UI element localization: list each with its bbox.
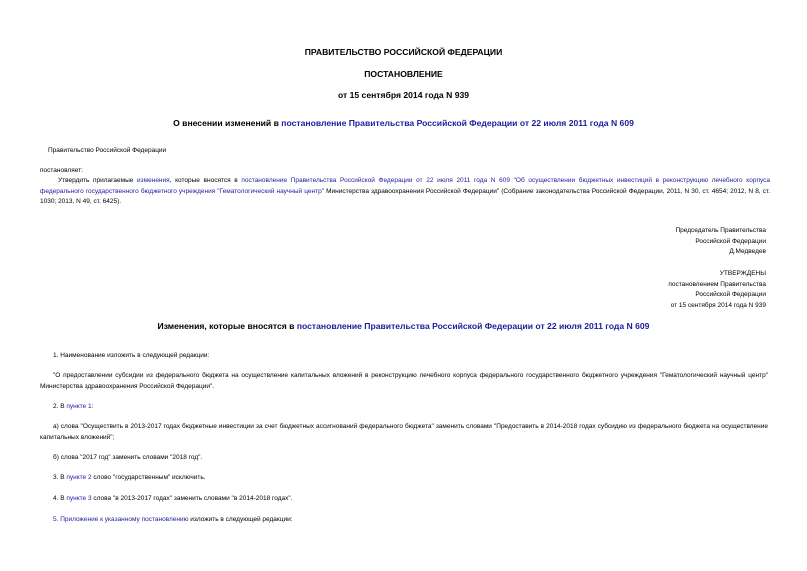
- body-text-4: Министерства здравоохранения Российской Федерации" (Собрание законодательства Российской Федерации, 2011, N 30, ст. 4654; 2012, N 8, ст. 1030; 2013, N 49, ст. 6425).: [40, 187, 770, 205]
- approved-by: постановлением Правительства: [668, 280, 766, 288]
- approved-country: Российской Федерации: [695, 291, 766, 298]
- resolves-label: постановляет:: [40, 167, 83, 174]
- body-paragraph: [40, 176, 770, 208]
- document-title: [0, 118, 807, 128]
- item-1: 1. Наименование изложить в следующей редакции:: [53, 352, 210, 359]
- signature-name: Д.Медведев: [729, 248, 766, 255]
- changes-title-link[interactable]: постановление Правительства Российской Федерации от 22 июля 2011 года N 609: [296, 321, 650, 331]
- body-text-1: Утвердить прилагаемые: [58, 177, 138, 184]
- approved-block: [668, 269, 766, 311]
- item-2a: а) слова "Осуществить в 2013-2017 годах бюджетные инвестиции за счет бюджетных ассигнований федерального бюджета" заменить словами "Предоставить в 2014-2018 годах субсидию из федерального бюджета на осуществление капитальных вложений";: [40, 423, 768, 441]
- resolution-link[interactable]: постановление Правительства Российской Федерации от 22 июля 2011 года N 609: [241, 177, 510, 184]
- title-prefix: О внесении изменений в: [173, 118, 282, 128]
- item-3: [53, 473, 206, 484]
- date-number-heading: от 15 сентября 2014 года N 939: [337, 90, 470, 100]
- signature-block: [675, 226, 766, 258]
- item-3-link[interactable]: пункте 2: [66, 474, 92, 481]
- changes-title-prefix: Изменения, которые вносятся в: [157, 321, 297, 331]
- changes-link[interactable]: изменения: [137, 177, 170, 184]
- body-text-2: , которые вносятся в: [169, 177, 242, 184]
- signature-position: Председатель Правительства: [675, 227, 766, 234]
- title-link[interactable]: постановление Правительства Российской Федерации от 22 июля 2011 года N 609: [281, 118, 634, 128]
- doc-type-heading: ПОСТАНОВЛЕНИЕ: [364, 69, 443, 79]
- approved-date: от 15 сентября 2014 года N 939: [670, 301, 766, 309]
- government-label: Правительство Российской Федерации: [48, 147, 167, 154]
- signature-country: Российской Федерации: [695, 237, 766, 245]
- item-4-link[interactable]: пункте 3: [66, 495, 92, 502]
- changes-title: [0, 321, 807, 331]
- item-2: [53, 402, 93, 413]
- item-5-suffix: изложить в следующей редакции:: [188, 516, 293, 523]
- approved-label: УТВЕРЖДЕНЫ: [719, 270, 766, 277]
- item-3-suffix: слово "государственным" исключить.: [91, 474, 206, 481]
- resolution-title-link[interactable]: "Об осуществлении бюджетных инвестиций в реконструкцию лечебного корпуса федерального государственного бюджетного учреждения "Гематологический научный центр": [40, 177, 771, 195]
- item-4-prefix: 4. В: [53, 495, 67, 502]
- item-2-link[interactable]: пункте 1: [66, 403, 92, 410]
- item-2-suffix: :: [91, 403, 94, 410]
- item-2b: б) слова "2017 год" заменить словами "2018 год".: [53, 454, 203, 461]
- item-3-prefix: 3. В: [53, 474, 67, 481]
- authority-heading: ПРАВИТЕЛЬСТВО РОССИЙСКОЙ ФЕДЕРАЦИИ: [304, 47, 503, 57]
- item-5-link[interactable]: 5. Приложение к указанному постановлению: [53, 516, 189, 523]
- item-5: [53, 515, 293, 526]
- item-4-suffix: слова "в 2013-2017 годах" заменить словами "в 2014-2018 годах".: [91, 495, 293, 502]
- item-1-quote: "О предоставлении субсидии из федерального бюджета на осуществление капитальных вложений в реконструкцию лечебного корпуса федерального государственного бюджетного учреждения "Гематологический научный центр" Министерства здравоохранения Российской Федерации".: [40, 372, 768, 390]
- item-4: [53, 494, 293, 505]
- item-2-prefix: 2. В: [53, 403, 67, 410]
